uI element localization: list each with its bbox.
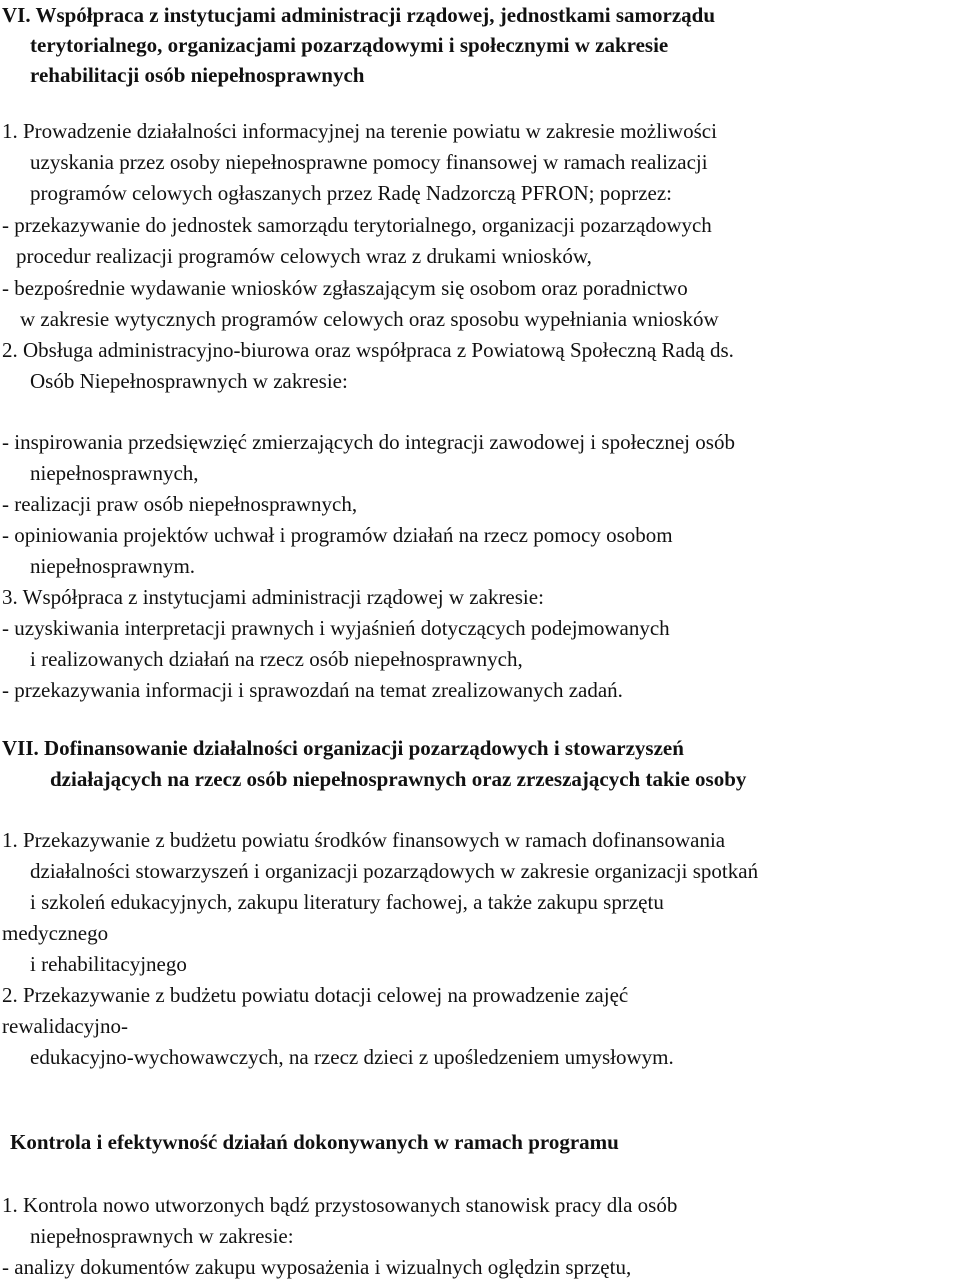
section-6-bullet-2-line-2: w zakresie wytycznych programów celowych oraz sposobu wypełniania wniosków	[20, 307, 719, 331]
control-heading: Kontrola i efektywność działań dokonywanych w ramach programu	[10, 1130, 619, 1154]
section-6-item-2-line-2: Osób Niepełnosprawnych w zakresie:	[30, 369, 348, 393]
section-6-bullet-3-line-1: - inspirowania przedsięwzięć zmierzających do integracji zawodowej i społecznej osób	[2, 430, 735, 454]
section-7-heading-line-1: VII. Dofinansowanie działalności organizacji pozarządowych i stowarzyszeń	[2, 736, 684, 760]
section-6-bullet-5-line-2: niepełnosprawnym.	[30, 554, 196, 578]
section-7-item-1-line-1: 1. Przekazywanie z budżetu powiatu środków finansowych w ramach dofinansowania	[2, 828, 726, 852]
section-6-item-1-line-2: uzyskania przez osoby niepełnosprawne pomocy finansowej w ramach realizacji	[30, 150, 708, 174]
section-7-item-1-line-3: i szkoleń edukacyjnych, zakupu literatury fachowej, a także zakupu sprzętu	[30, 890, 664, 914]
section-6-item-1-line-1: 1. Prowadzenie działalności informacyjnej na terenie powiatu w zakresie możliwości	[2, 119, 717, 143]
section-6-bullet-6-line-2: i realizowanych działań na rzecz osób niepełnosprawnych,	[30, 647, 523, 671]
section-7-item-2-line-1: 2. Przekazywanie z budżetu powiatu dotacji celowej na prowadzenie zajęć	[2, 983, 629, 1007]
section-6-bullet-7: - przekazywania informacji i sprawozdań na temat zrealizowanych zadań.	[2, 678, 623, 702]
section-7-item-1-line-5: i rehabilitacyjnego	[30, 952, 187, 976]
section-6-heading-line-2: terytorialnego, organizacjami pozarządowymi i społecznymi w zakresie	[30, 33, 669, 57]
section-6-bullet-4: - realizacji praw osób niepełnosprawnych,	[2, 492, 358, 516]
section-6-heading-line-1: VI. Współpraca z instytucjami administracji rządowej, jednostkami samorządu	[2, 3, 715, 27]
control-item-1-line-2: niepełnosprawnych w zakresie:	[30, 1224, 294, 1248]
section-6-bullet-2-line-1: - bezpośrednie wydawanie wniosków zgłaszającym się osobom oraz poradnictwo	[2, 276, 688, 300]
section-7-item-2-line-3: edukacyjno-wychowawczych, na rzecz dzieci z upośledzeniem umysłowym.	[30, 1045, 674, 1069]
control-bullet-1: - analizy dokumentów zakupu wyposażenia i wizualnych oględzin sprzętu,	[2, 1255, 632, 1279]
section-6-item-1-line-3: programów celowych ogłaszanych przez Radę Nadzorczą PFRON; poprzez:	[30, 181, 672, 205]
section-6-bullet-5-line-1: - opiniowania projektów uchwał i programów działań na rzecz pomocy osobom	[2, 523, 673, 547]
section-7-heading-line-2: działających na rzecz osób niepełnosprawnych oraz zrzeszających takie osoby	[50, 767, 747, 791]
section-7-item-1-line-2: działalności stowarzyszeń i organizacji pozarządowych w zakresie organizacji spotkań	[30, 859, 759, 883]
section-7-item-2-line-2: rewalidacyjno-	[2, 1014, 128, 1038]
control-item-1-line-1: 1. Kontrola nowo utworzonych bądź przystosowanych stanowisk pracy dla osób	[2, 1193, 678, 1217]
section-7-item-1-line-4: medycznego	[2, 921, 109, 945]
section-6-bullet-1-line-2: procedur realizacji programów celowych wraz z drukami wniosków,	[16, 244, 592, 268]
section-6-item-3: 3. Współpraca z instytucjami administracji rządowej w zakresie:	[2, 585, 544, 609]
section-6-heading-line-3: rehabilitacji osób niepełnosprawnych	[30, 63, 365, 87]
section-6-bullet-3-line-2: niepełnosprawnych,	[30, 461, 199, 485]
section-6-item-2-line-1: 2. Obsługa administracyjno-biurowa oraz współpraca z Powiatową Społeczną Radą ds.	[2, 338, 734, 362]
section-6-bullet-6-line-1: - uzyskiwania interpretacji prawnych i wyjaśnień dotyczących podejmowanych	[2, 616, 670, 640]
section-6-bullet-1-line-1: - przekazywanie do jednostek samorządu terytorialnego, organizacji pozarządowych	[2, 213, 712, 237]
